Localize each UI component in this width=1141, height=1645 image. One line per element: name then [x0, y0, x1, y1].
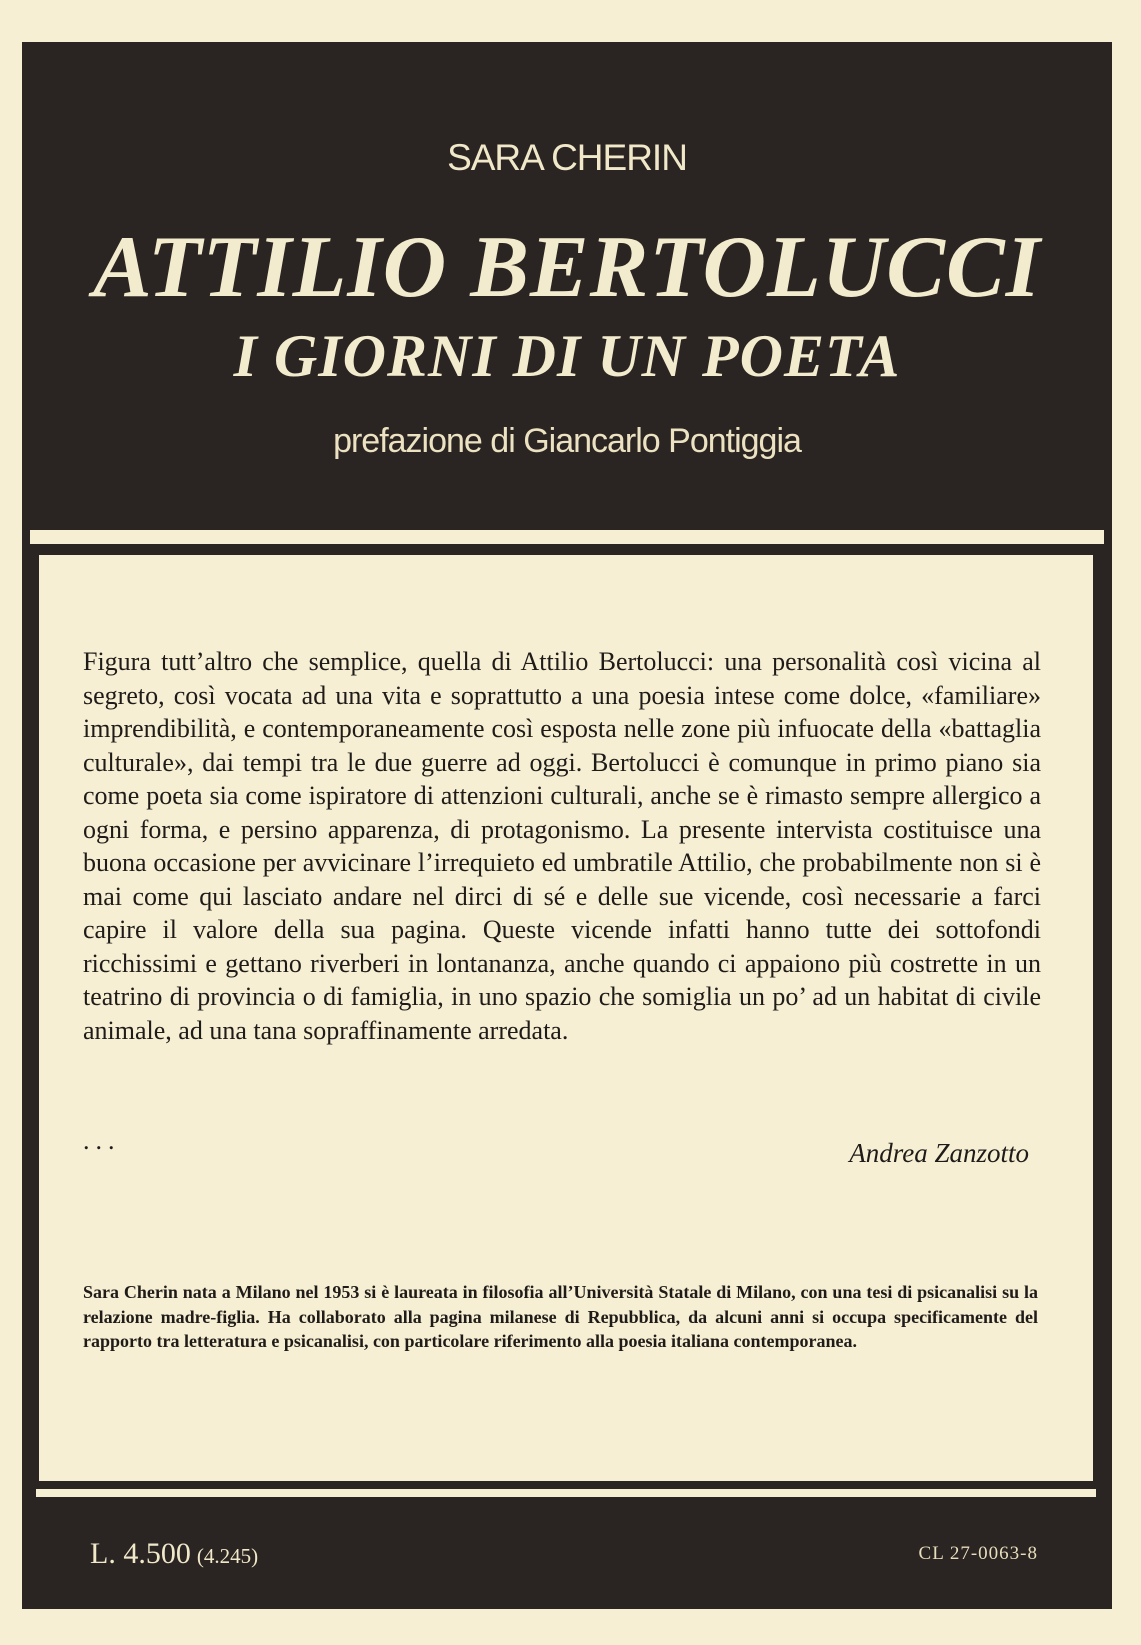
book-back-cover	[22, 42, 1112, 1609]
cover-footer	[22, 1497, 1112, 1609]
author-bio: Sara Cherin nata a Milano nel 1953 si è laureata in filosofia all’Università Statale di Milano, con una tesi di psicanalisi su la relazione madre-figlia. Ha collaborato alla pagina milanese di Repubblica, da alcuni anni si occupa specificamente del rapporto tra letteratura e psicanalisi, con particolare riferimento alla poesia italiana contemporanea.	[83, 1282, 1038, 1351]
book-title-line1: ATTILIO BERTOLUCCI	[93, 219, 1041, 316]
price-value: L. 4.500	[90, 1537, 191, 1570]
price	[90, 1537, 258, 1571]
blurb-panel	[36, 552, 1096, 1484]
cover-header	[22, 42, 1112, 530]
price-alt: (4.245)	[196, 1544, 259, 1568]
blurb-signature: Andrea Zanzotto	[849, 1138, 1029, 1168]
preface-credit: prefazione di Giancarlo Pontiggia	[333, 422, 801, 460]
blurb-ellipsis: ...	[83, 1126, 121, 1155]
catalog-code: CL 27-0063-8	[918, 1543, 1038, 1564]
author-name: SARA CHERIN	[447, 137, 687, 178]
blurb-text: Figura tutt’altro che semplice, quella di Attilio Bertolucci: una personalità così vicina al segreto, così vocata ad una vita e soprattutto a una poesia intese come dolce, «familiare» imprendibilità, e contemporaneamente così esposta nelle zone più infuocate della «battaglia culturale», dai tempi tra le due guerre ad oggi. Bertolucci è comunque in primo piano sia come poeta sia come ispiratore di attenzioni culturali, anche se è rimasto sempre allergico a ogni forma, e persino apparenza, di protagonismo. La presente intervista costituisce una buona occasione per avvicinare l’irrequieto ed umbratile Attilio, che probabilmente non si è mai come qui lasciato andare nel dirci di sé e delle sue vicende, così necessarie a farci capire il valore della sua pagina. Queste vicende infatti hanno tutte dei sottofondi ricchissimi e gettano riverberi in lontananza, anche quando ci appaiono più costrette in un teatrino di provincia o di famiglia, in uno spazio che somiglia un po’ ad un habitat di civile animale, ad una tana sopraffinamente arredata.	[83, 647, 1041, 1045]
divider-bottom	[36, 1489, 1096, 1497]
divider-top	[30, 530, 1104, 544]
book-title-line2: I GIORNI DI UN POETA	[233, 323, 901, 389]
